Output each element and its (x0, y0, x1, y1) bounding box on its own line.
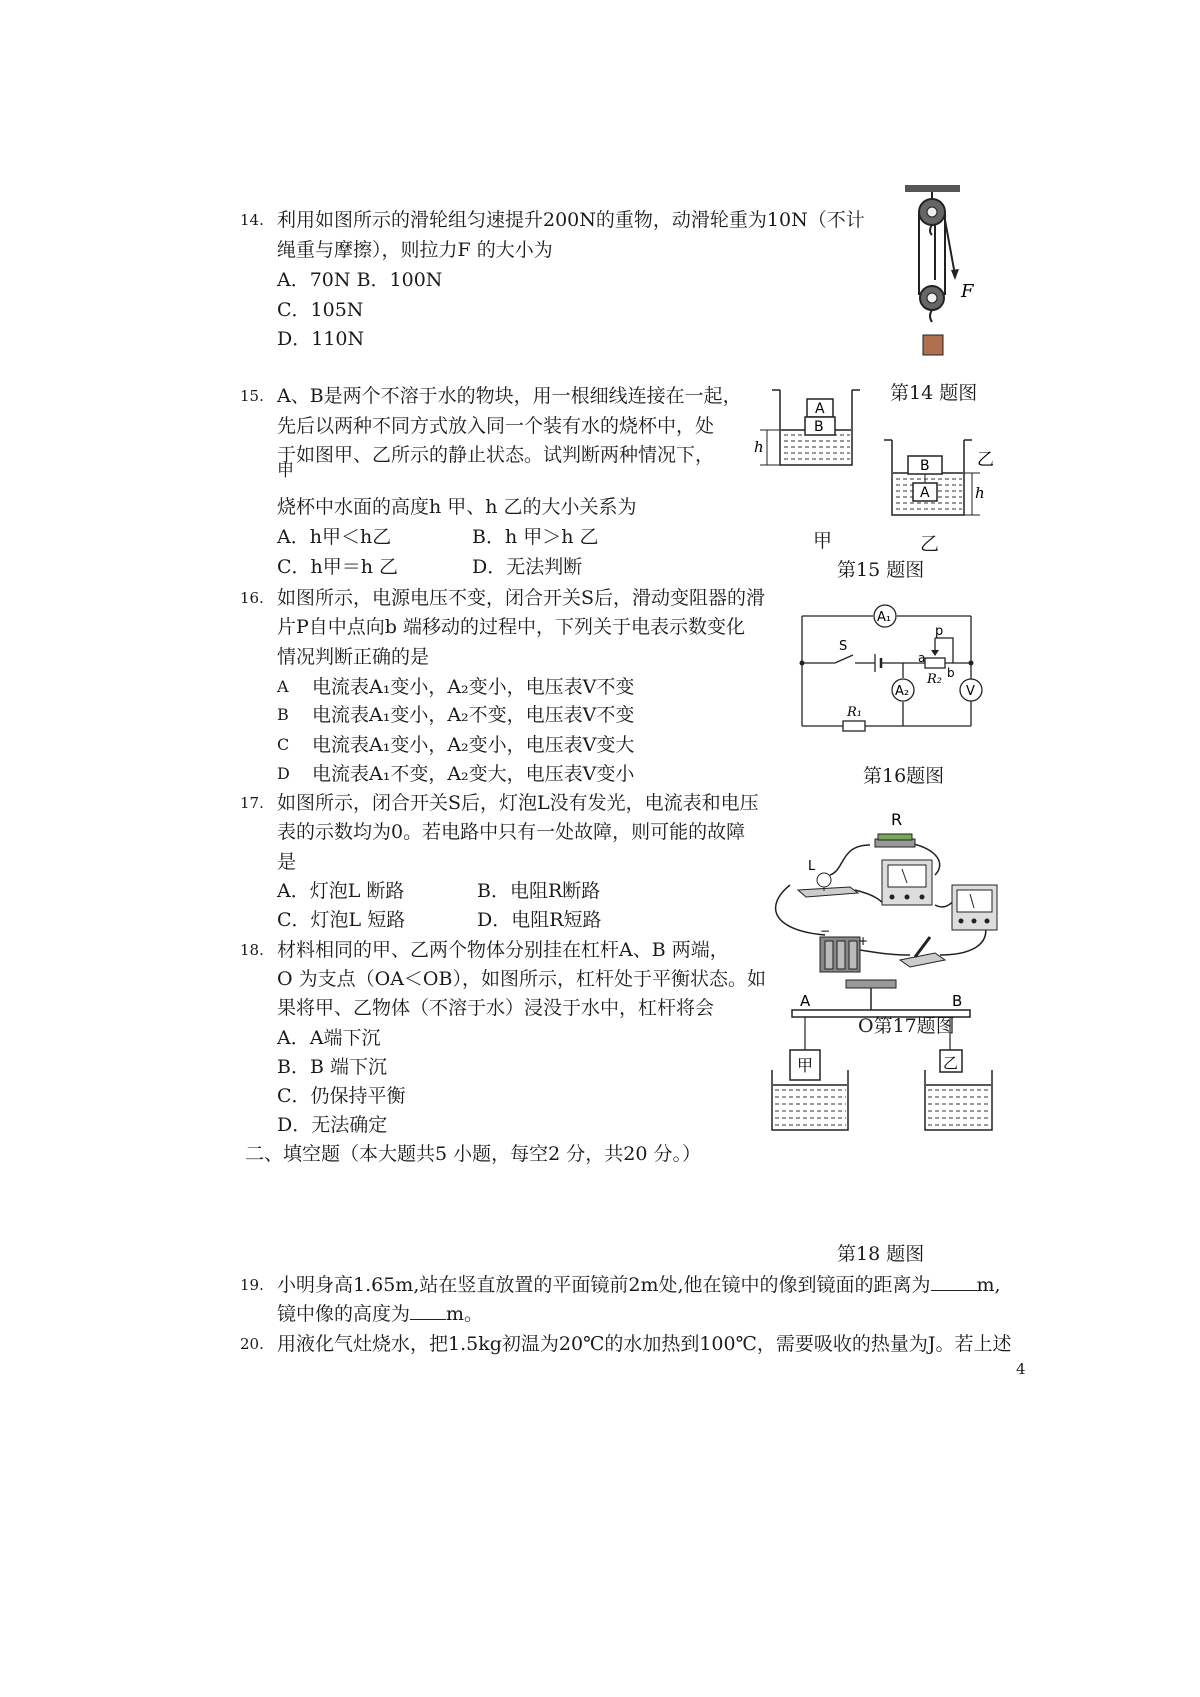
q16-option-d: 电流表A₁不变，A₂变大，电压表V变小 (312, 763, 635, 785)
q19-line2-text: 镜中像的高度为 (277, 1303, 411, 1325)
q15-line3: 于如图甲、乙所示的静止状态。试判断两种情况下， (277, 444, 715, 466)
q17-option-b: B．电阻R断路 (477, 880, 601, 902)
q14-caption: 第14 题图 (890, 382, 978, 404)
q15-line3b: 甲 (277, 461, 294, 481)
q16-option-a: 电流表A₁变小，A₂变小，电压表V不变 (312, 676, 635, 698)
q18-caption: 第18 题图 (837, 1243, 925, 1265)
q15-option-a: A．h甲＜h乙 (277, 526, 392, 548)
q15-option-d: D．无法判断 (472, 556, 583, 578)
q16-option-c-letter: C (277, 735, 290, 754)
circuit-16-end-a: a (918, 651, 926, 665)
q14-option-a: A．70N B．100N (277, 269, 443, 291)
q15-option-c: C．h甲＝h 乙 (277, 556, 399, 578)
q18-option-c: C．仍保持平衡 (277, 1085, 406, 1107)
q16-option-d-letter: D (277, 764, 290, 783)
lever-figure (760, 975, 1000, 1135)
beaker-jia-h-label: h (754, 438, 764, 456)
q16-number: 16. (240, 589, 264, 607)
q14-line1: 利用如图所示的滑轮组匀速提升200N的重物，动滑轮重为10N（不计 (277, 209, 865, 231)
beaker-jia-figure (752, 385, 862, 485)
circuit-16-r1-label: R₁ (847, 705, 862, 720)
beaker-yi-h-label: h (975, 484, 985, 502)
circuit-17-figure (770, 810, 1000, 990)
q15-number: 15. (240, 387, 264, 405)
circuit-17-resistor-label: R (891, 810, 903, 829)
q15-option-b: B．h 甲＞h 乙 (472, 526, 599, 548)
circuit-16-figure (795, 598, 985, 738)
beaker-yi-figure (880, 435, 1000, 535)
q18-number: 18. (240, 941, 264, 959)
q19-line2-unit: m。 (446, 1303, 484, 1325)
q14-line2: 绳重与摩擦），则拉力F 的大小为 (277, 239, 553, 261)
circuit-16-ammeter-a1: A₁ (877, 610, 892, 625)
circuit-16-end-b: b (947, 666, 955, 680)
beaker-jia-block-b: B (814, 419, 824, 435)
lever-object-yi: 乙 (943, 1054, 959, 1072)
q17-line1: 如图所示，闭合开关S后，灯泡L没有发光，电流表和电压 (277, 792, 759, 814)
q14-number: 14. (240, 211, 264, 229)
q17-number: 17. (240, 794, 264, 812)
q18-line3: 果将甲、乙物体（不溶于水）浸没于水中，杠杆将会 (277, 997, 715, 1019)
beaker-jia-block-a: A (815, 401, 825, 417)
q19-line1 (277, 1273, 1001, 1297)
q17-line2: 表的示数均为0。若电路中只有一处故障，则可能的故障 (277, 821, 746, 843)
pulley-force-label: F (961, 281, 974, 302)
q19-blank-2[interactable] (410, 1319, 446, 1320)
q15-line4: 烧杯中水面的高度h 甲、h 乙的大小关系为 (277, 496, 637, 518)
q15-line2: 先后以两种不同方式放入同一个装有水的烧杯中，处 (277, 415, 715, 437)
q16-caption: 第16题图 (863, 765, 945, 787)
q17-option-a: A．灯泡L 断路 (277, 880, 405, 902)
beaker-yi-side-label: 乙 (977, 450, 994, 470)
q14-option-d: D．110N (277, 328, 365, 350)
q16-option-b-letter: B (277, 705, 289, 724)
q20-line1: 用液化气灶烧水，把1.5kg初温为20℃的水加热到100℃，需要吸收的热量为J。若上述 (277, 1333, 1012, 1355)
circuit-16-r2-label: R₂ (927, 672, 942, 687)
q16-line3: 情况判断正确的是 (277, 646, 430, 668)
q15-caption: 第15 题图 (837, 559, 925, 581)
circuit-16-slider-label: p (935, 624, 944, 639)
q19-blank-1[interactable] (931, 1290, 977, 1291)
q19-line1-text: 小明身高1.65m,站在竖直放置的平面镜前2m处,他在镜中的像到镜面的距离为 (277, 1274, 931, 1296)
q19-number: 19. (240, 1276, 264, 1294)
lever-end-b: B (952, 992, 963, 1010)
q19-line1-unit: m, (976, 1274, 1001, 1296)
q17-option-c: C．灯泡L 短路 (277, 909, 406, 931)
q14-option-c: C．105N (277, 299, 364, 321)
svg-text:+: + (858, 934, 869, 948)
lever-object-jia: 甲 (797, 1056, 814, 1075)
q18-line2: O 为支点（OA＜OB），如图所示，杠杆处于平衡状态。如 (277, 968, 766, 990)
page-number: 4 (1016, 1360, 1026, 1378)
q17-option-d: D．电阻R短路 (477, 909, 602, 931)
beaker-yi-block-b: B (920, 458, 930, 474)
circuit-16-ammeter-a2: A₂ (895, 684, 910, 699)
q15-label-yi: 乙 (920, 533, 940, 555)
svg-text:−: − (820, 924, 831, 938)
q16-line1: 如图所示，电源电压不变，闭合开关S后，滑动变阻器的滑 (277, 587, 766, 609)
circuit-17-bulb-label: L (808, 859, 816, 874)
q20-number: 20. (240, 1335, 264, 1353)
q16-line2: 片P自中点向b 端移动的过程中，下列关于电表示数变化 (277, 616, 745, 638)
q15-line1: A、B是两个不溶于水的物块，用一根细线连接在一起， (277, 385, 742, 407)
q18-option-a: A．A端下沉 (277, 1027, 381, 1049)
beaker-yi-block-a: A (920, 485, 930, 501)
section2-heading: 二、填空题（本大题共5 小题，每空2 分，共20 分。） (245, 1143, 701, 1165)
q19-line2 (277, 1302, 483, 1326)
q18-line1: 材料相同的甲、乙两个物体分别挂在杠杆A、B 两端， (277, 939, 729, 961)
q18-option-d: D．无法确定 (277, 1114, 388, 1136)
circuit-16-switch-label: S (839, 639, 848, 654)
q16-option-b: 电流表A₁变小，A₂不变，电压表V不变 (312, 704, 635, 726)
q15-label-jia: 甲 (813, 530, 833, 552)
circuit-16-voltmeter: V (966, 684, 975, 699)
q16-option-a-letter: A (277, 677, 289, 696)
q17-line3: 是 (277, 851, 297, 873)
lever-end-a: A (800, 992, 811, 1010)
q17-caption: O第17题图 (858, 1015, 955, 1037)
q16-option-c: 电流表A₁变小，A₂变小，电压表V变大 (312, 734, 635, 756)
q18-option-b: B．B 端下沉 (277, 1056, 387, 1078)
pulley-figure (895, 180, 985, 360)
